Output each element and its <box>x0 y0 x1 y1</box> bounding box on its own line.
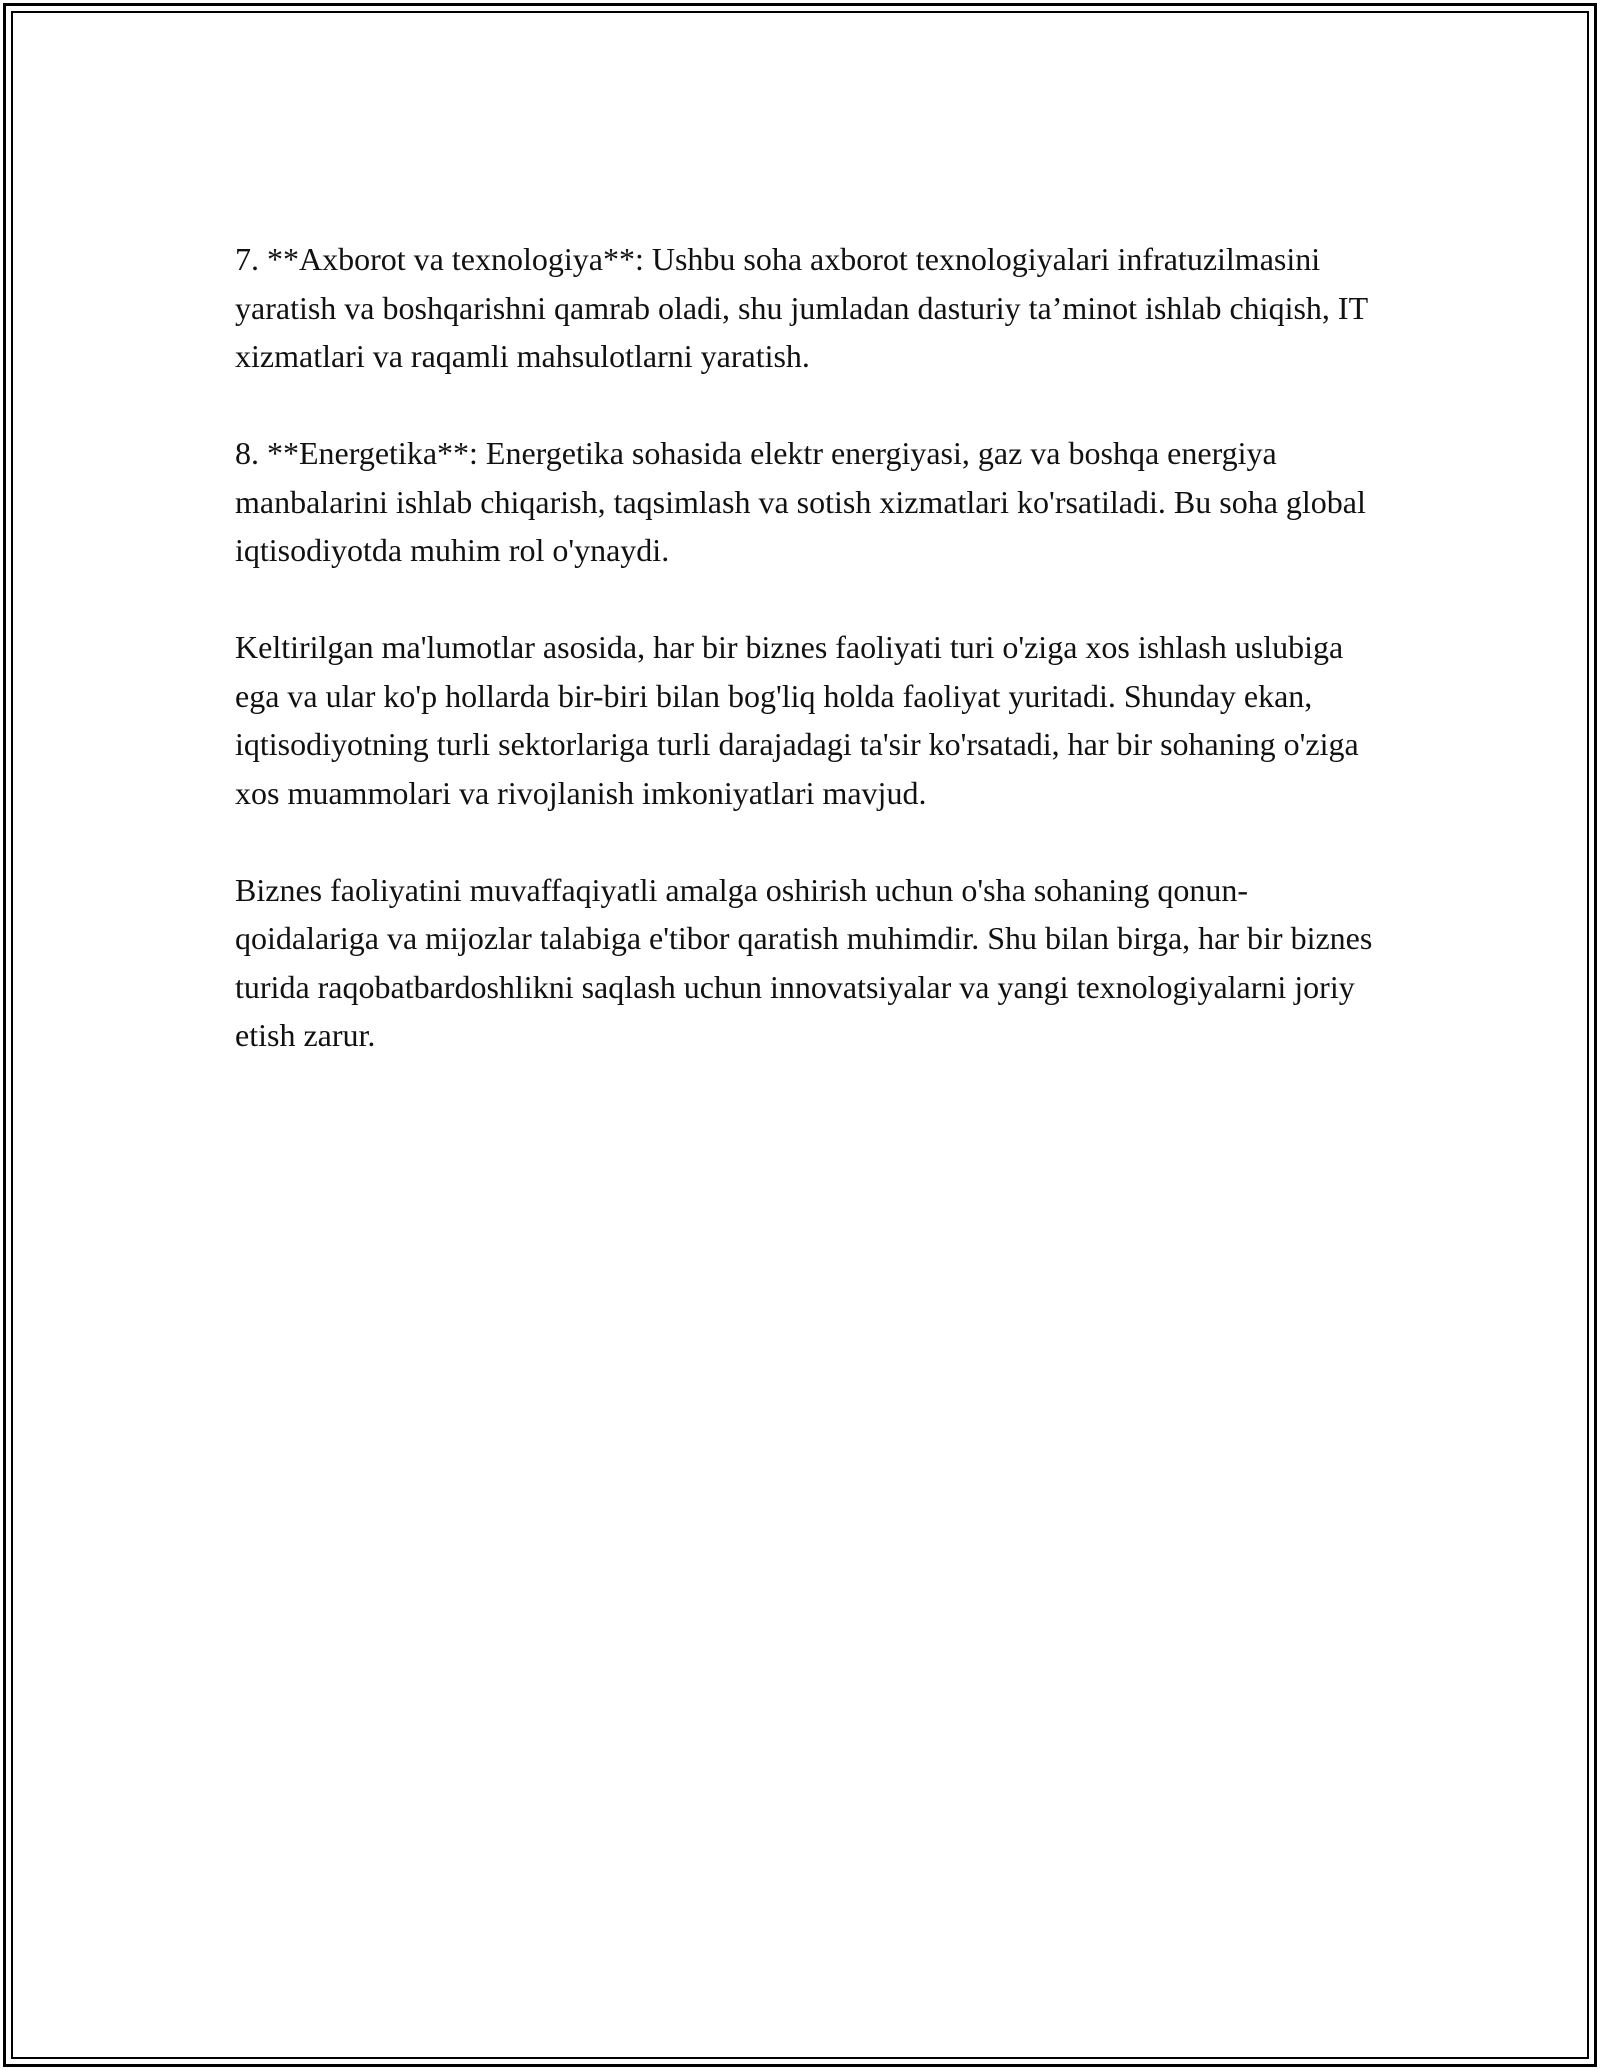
paragraph-energetika: 8. **Energetika**: Energetika sohasida elektr energiyasi, gaz va boshqa energiya manbalarini ishlab chiqarish, taqsimlash va sotish xizmatlari ko'rsatiladi. Bu soha global iqtisodiyotda muhim rol o'ynaydi. <box>235 435 1366 568</box>
paragraph-summary: Keltirilgan ma'lumotlar asosida, har bir biznes faoliyati turi o'ziga xos ishlash uslubiga ega va ular ko'p hollarda bir-biri bilan bog'liq holda faoliyat yuritadi. Shunday ekan, iqtisodiyotning turli sektorlariga turli darajadagi ta'sir ko'rsatadi, har bir sohaning o'ziga xos muammolari va rivojlanish imkoniyatlari mavjud. <box>235 629 1359 811</box>
paragraph-conclusion: Biznes faoliyatini muvaffaqiyatli amalga oshirish uchun o'sha sohaning qonun-qoidalariga va mijozlar talabiga e'tibor qaratish muhimdir. Shu bilan birga, har bir biznes turida raqobatbardoshlikni saqlash uchun innovatsiyalar va yangi texnologiyalarni joriy etish zarur. <box>235 871 1373 1053</box>
paragraph-axborot-texnologiya: 7. **Axborot va texnologiya**: Ushbu soha axborot texnologiyalari infratuzilmasini yaratish va boshqarishni qamrab oladi, shu jumladan dasturiy ta’minot ishlab chiqish, IT xizmatlari va raqamli mahsulotlarni yaratish. <box>235 241 1368 374</box>
document-body <box>235 235 1375 1108</box>
